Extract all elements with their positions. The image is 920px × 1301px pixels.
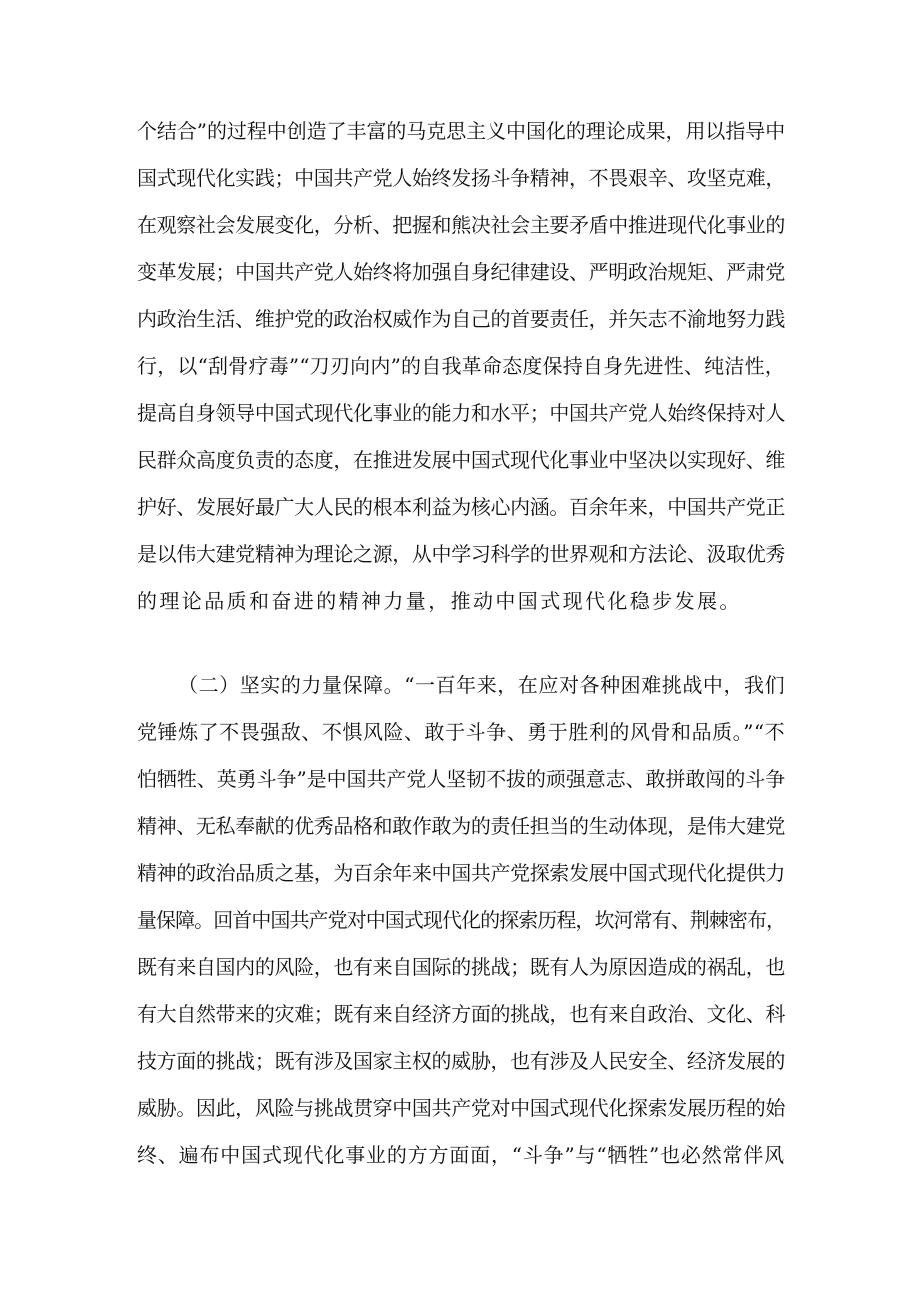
text-line: 变革发展；中国共产党人始终将加强自身纪律建设、严明政治规矩、严肃党 bbox=[137, 260, 785, 284]
text-line: 党锤炼了不畏强敌、不惧风险、敢于斗争、勇于胜利的风骨和品质。”“不 bbox=[137, 720, 785, 744]
text-line: 技方面的挑战；既有涉及国家主权的威胁，也有涉及人民安全、经济发展的 bbox=[137, 1049, 785, 1073]
text-line: 既有来自国内的风险，也有来自国际的挑战；既有人为原因造成的祸乱，也 bbox=[137, 955, 785, 979]
text-line: 是以伟大建党精神为理论之源，从中学习科学的世界观和方法论、汲取优秀 bbox=[137, 542, 785, 566]
text-line: 行，以“刮骨疗毒”“刀刃向内”的自我革命态度保持自身先进性、纯洁性， bbox=[137, 354, 785, 378]
text-line: 精神的政治品质之基，为百余年来中国共产党探索发展中国式现代化提供力 bbox=[137, 861, 785, 885]
text-line: 国式现代化实践；中国共产党人始终发扬斗争精神，不畏艰辛、攻坚克难， bbox=[137, 166, 785, 190]
text-line: 有大自然带来的灾难；既有来自经济方面的挑战，也有来自政治、文化、科 bbox=[137, 1002, 785, 1026]
text-line: 怕牺牲、英勇斗争”是中国共产党人坚韧不拔的顽强意志、敢拼敢闯的斗争 bbox=[137, 767, 785, 791]
text-line: 内政治生活、维护党的政治权威作为自己的首要责任，并矢志不渝地努力践 bbox=[137, 307, 785, 331]
text-line: 精神、无私奉献的优秀品格和敢作敢为的责任担当的生动体现，是伟大建党 bbox=[137, 814, 785, 838]
text-line: 的理论品质和奋进的精神力量，推动中国式现代化稳步发展。 bbox=[137, 589, 742, 613]
text-line: 提高自身领导中国式现代化事业的能力和水平；中国共产党人始终保持对人 bbox=[137, 401, 785, 425]
text-line: 护好、发展好最广大人民的根本利益为核心内涵。百余年来，中国共产党正 bbox=[137, 495, 785, 519]
text-line: 个结合”的过程中创造了丰富的马克思主义中国化的理论成果，用以指导中 bbox=[137, 119, 785, 143]
text-line: 在观察社会发展变化，分析、把握和熊决社会主要矛盾中推进现代化事业的 bbox=[137, 213, 785, 237]
text-line: 威胁。因此，风险与挑战贯穿中国共产党对中国式现代化探索发展历程的始 bbox=[137, 1096, 785, 1120]
text-line: 民群众高度负责的态度，在推进发展中国式现代化事业中坚决以实现好、维 bbox=[137, 448, 785, 472]
text-line: 量保障。回首中国共产党对中国式现代化的探索历程，坎河常有、荆棘密布， bbox=[137, 908, 785, 932]
text-line: （二）坚实的力量保障。“一百年来，在应对各种困难挑战中，我们 bbox=[178, 673, 785, 697]
text-line: 终、遍布中国式现代化事业的方方面面，“斗争”与“牺牲”也必然常伴风 bbox=[137, 1143, 785, 1167]
